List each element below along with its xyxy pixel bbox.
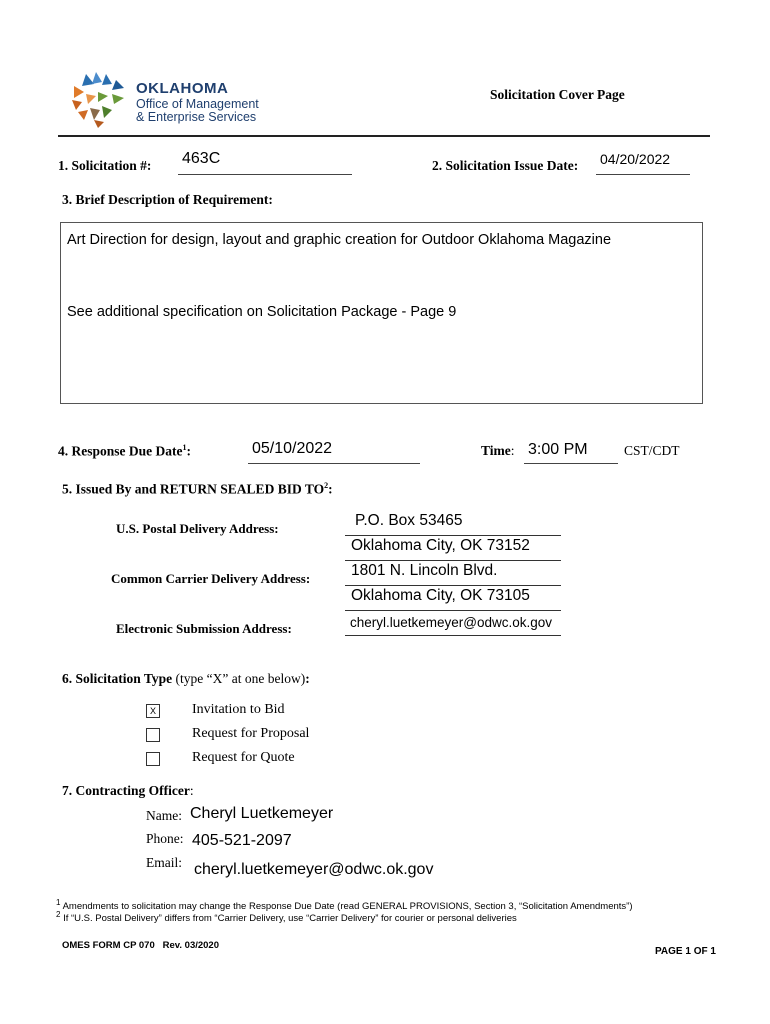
logo-text-oklahoma: OKLAHOMA	[136, 80, 229, 97]
option-invitation-to-bid-label: Invitation to Bid	[192, 702, 285, 717]
solicitation-number-field[interactable]: 463C	[178, 150, 352, 175]
timezone-label: CST/CDT	[624, 443, 680, 458]
postal-address-line-2[interactable]: Oklahoma City, OK 73152	[345, 537, 561, 561]
electronic-address-label: Electronic Submission Address:	[116, 621, 292, 636]
contracting-officer-label-text: 7. Contracting Officer	[62, 783, 190, 798]
carrier-address-label: Common Carrier Delivery Address:	[111, 571, 311, 586]
officer-email-label: Email:	[146, 855, 182, 870]
contracting-officer-label	[62, 783, 194, 799]
issued-by-label-text: 5. Issued By and RETURN SEALED BID TO	[62, 481, 325, 497]
header-divider	[58, 135, 710, 137]
time-colon: :	[510, 443, 515, 458]
solicitation-type-colon: :	[305, 671, 310, 686]
time-label	[481, 443, 515, 459]
contracting-officer-colon: :	[189, 783, 194, 798]
due-date-footnote-ref: 1	[182, 443, 187, 452]
description-label: 3. Brief Description of Requirement:	[62, 192, 273, 207]
description-box[interactable]	[60, 222, 703, 404]
logo-text-enterprise: & Enterprise Services	[136, 110, 257, 124]
omes-logo	[68, 70, 283, 130]
omes-logo-mark-icon	[68, 70, 130, 130]
officer-phone-label: Phone:	[146, 831, 184, 846]
option-request-for-proposal-label: Request for Proposal	[192, 726, 310, 741]
page-number: PAGE 1 OF 1	[655, 946, 716, 957]
description-line-1: Art Direction for design, layout and graphic creation for Outdoor Oklahoma Magazine	[67, 232, 612, 248]
officer-email-field[interactable]: cheryl.luetkemeyer@odwc.ok.gov	[194, 861, 434, 878]
issue-date-label: 2. Solicitation Issue Date:	[432, 158, 579, 173]
description-line-2: See additional specification on Solicitation Package - Page 9	[67, 304, 457, 320]
issue-date-field[interactable]: 04/20/2022	[596, 151, 690, 175]
logo-text-office: Office of Management	[136, 97, 259, 111]
footnote-2-text: If “U.S. Postal Delivery” differs from “Carrier Delivery, use “Carrier Delivery” for courier or personal deliveries	[63, 913, 517, 925]
carrier-address-line-2[interactable]: Oklahoma City, OK 73105	[345, 587, 561, 611]
checkbox-request-for-proposal[interactable]	[146, 728, 160, 742]
due-date-colon: :	[186, 443, 191, 459]
due-date-label	[58, 443, 191, 460]
issued-by-footnote-ref: 2	[324, 481, 329, 490]
electronic-address-field[interactable]: cheryl.luetkemeyer@odwc.ok.gov	[345, 612, 561, 636]
solicitation-type-label	[62, 671, 310, 687]
officer-phone-field[interactable]: 405-521-2097	[192, 832, 292, 849]
solicitation-type-label-text: 6. Solicitation Type	[62, 671, 173, 686]
postal-address-line-1[interactable]: P.O. Box 53465	[345, 512, 561, 536]
carrier-address-line-1[interactable]: 1801 N. Lincoln Blvd.	[345, 562, 561, 586]
postal-address-label: U.S. Postal Delivery Address:	[116, 521, 279, 536]
due-date-label-text: 4. Response Due Date	[58, 443, 183, 459]
option-request-for-quote-label: Request for Quote	[192, 750, 295, 765]
time-label-text: Time	[481, 443, 511, 458]
form-id: OMES FORM CP 070 Rev. 03/2020	[62, 940, 219, 951]
footnote-1-text: Amendments to solicitation may change the Response Due Date (read GENERAL PROVISIONS, Section 3, “Solicitation Amendments”)	[62, 901, 633, 913]
checkbox-request-for-quote[interactable]	[146, 752, 160, 766]
due-date-field[interactable]: 05/10/2022	[248, 440, 420, 464]
footnote-2	[56, 910, 517, 924]
footnote-1-number: 1	[56, 898, 61, 907]
time-field[interactable]: 3:00 PM	[524, 441, 618, 464]
solicitation-number-label: 1. Solicitation #:	[58, 158, 152, 173]
footnote-2-number: 2	[56, 910, 61, 919]
checkbox-invitation-to-bid[interactable]: X	[146, 704, 160, 718]
issued-by-label	[62, 481, 333, 498]
officer-name-field[interactable]: Cheryl Luetkemeyer	[190, 805, 334, 822]
page-title: Solicitation Cover Page	[490, 87, 625, 102]
officer-name-label: Name:	[146, 808, 182, 823]
solicitation-type-instruction: (type “X” at one below)	[172, 671, 306, 686]
issued-by-colon: :	[328, 481, 333, 497]
